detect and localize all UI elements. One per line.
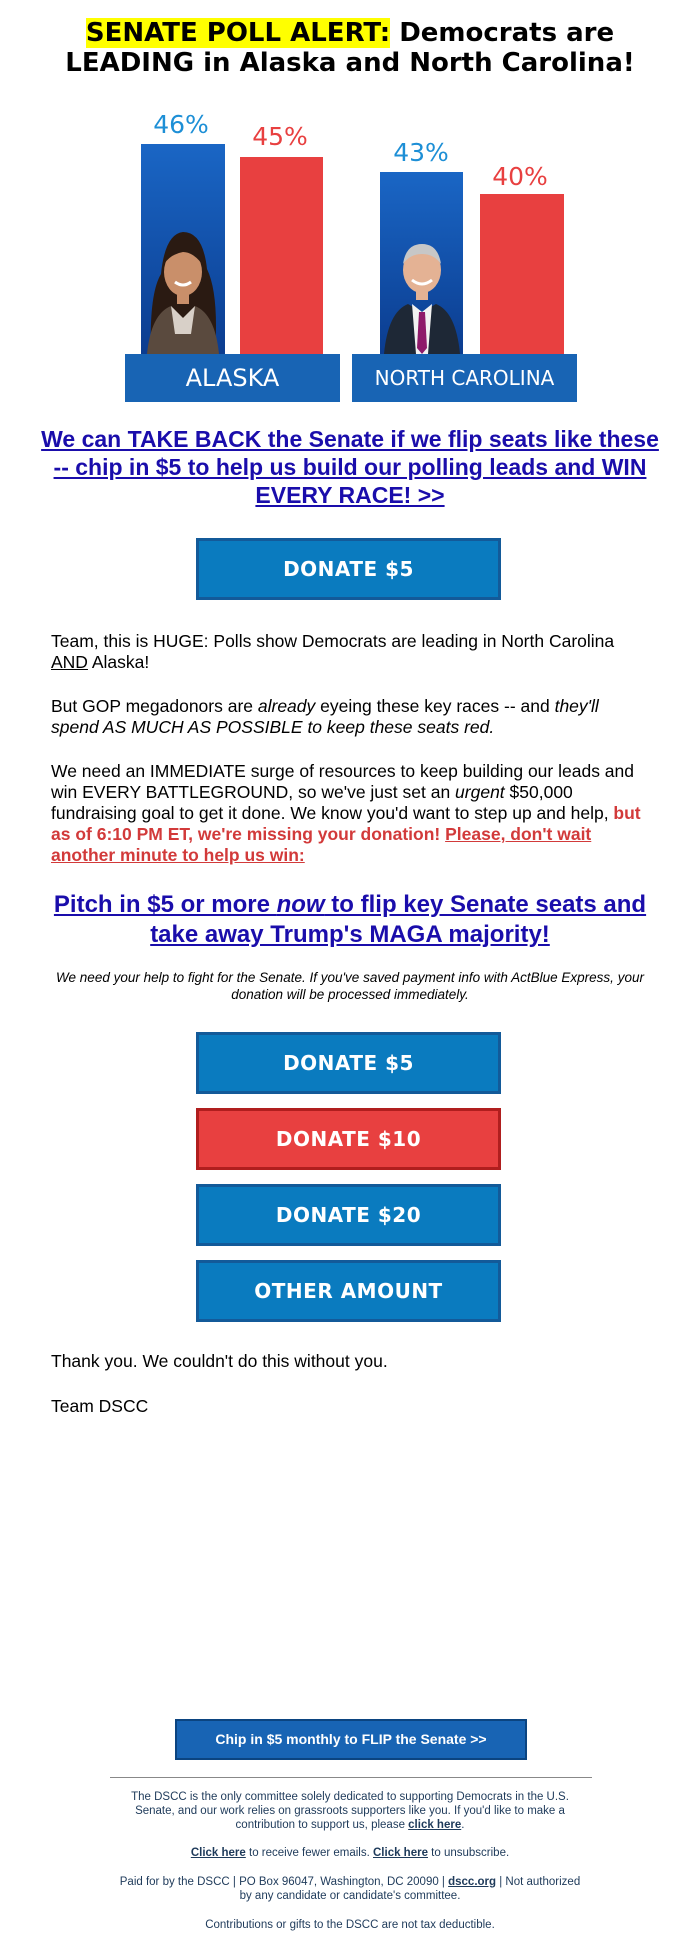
- donate-10-button[interactable]: DONATE $10: [196, 1108, 501, 1170]
- nc-rep-pct: 40%: [492, 162, 548, 191]
- p3-text-mid: $50,000 fundraising goal to get it done. We know you'd want to step up and help,: [51, 782, 614, 823]
- paid-for-text: Paid for by the DSCC | PO Box 96047, Washington, DC 20090 |: [119, 1876, 449, 1888]
- donate-5-button-top[interactable]: DONATE $5: [196, 538, 501, 600]
- other-amount-button[interactable]: OTHER AMOUNT: [196, 1260, 501, 1322]
- thank-you-text: Thank you. We couldn't do this without you.: [51, 1351, 388, 1371]
- nc-label: NORTH CAROLINA: [352, 354, 577, 402]
- footer-about-end: .: [461, 1819, 465, 1831]
- nc-candidate-photo: [380, 222, 463, 354]
- p3-red-link[interactable]: Please, don't wait another minute to help us win:: [51, 824, 592, 865]
- p2-already: already: [257, 696, 316, 716]
- donate-5-button[interactable]: DONATE $5: [196, 1032, 501, 1094]
- nc-dem-pct: 43%: [393, 138, 449, 167]
- alaska-label: ALASKA: [125, 354, 340, 402]
- paragraph-2: [51, 696, 651, 738]
- actblue-disclaimer: We need your help to fight for the Senate. If you've saved payment info with ActBlue Express, your donation will be processed immediately.: [56, 970, 644, 1002]
- signoff: Team DSCC: [51, 1396, 149, 1416]
- dscc-site-link[interactable]: dscc.org: [448, 1876, 497, 1888]
- pitch-text[interactable]: Pitch in $5 or more: [53, 891, 277, 918]
- fewer-emails-text: to receive fewer emails.: [245, 1847, 373, 1859]
- alaska-dem-bar: [141, 144, 225, 354]
- footer-paid-for: [115, 1875, 585, 1903]
- poll-graphic[interactable]: [0, 100, 700, 405]
- unsubscribe-link[interactable]: Click here: [373, 1847, 428, 1859]
- p2-italic: they'll spend AS MUCH AS POSSIBLE to keep these seats red.: [51, 696, 599, 737]
- footer-email-prefs: [115, 1846, 585, 1860]
- p1-text: Team, this is HUGE: Polls show Democrats are leading in North Carolina: [51, 631, 615, 651]
- fewer-emails-link[interactable]: Click here: [190, 1847, 246, 1859]
- unsubscribe-text: to unsubscribe.: [427, 1847, 510, 1859]
- p1-and: AND: [51, 652, 88, 672]
- pitch-now[interactable]: now: [276, 891, 325, 918]
- p2-text: But GOP megadonors are: [51, 696, 258, 716]
- alaska-dem-pct: 46%: [153, 110, 209, 139]
- alaska-rep-pct: 45%: [252, 122, 308, 151]
- pitch-link[interactable]: [40, 890, 660, 950]
- alaska-candidate-photo: [141, 214, 225, 354]
- p2-text-mid: eyeing these key races -- and: [315, 696, 555, 716]
- p1-text-end: Alaska!: [87, 652, 150, 672]
- contribute-link[interactable]: click here: [408, 1819, 462, 1831]
- headline-highlight: SENATE POLL ALERT:: [85, 18, 391, 48]
- headline-rest: Democrats are: [390, 18, 615, 48]
- paragraph-3: [51, 761, 651, 866]
- nc-rep-bar: [480, 194, 564, 354]
- footer-tax-note: Contributions or gifts to the DSCC are not tax deductible.: [205, 1919, 495, 1931]
- alaska-rep-bar: [240, 157, 323, 354]
- nc-dem-bar: [380, 172, 463, 354]
- paragraph-1: [51, 631, 651, 673]
- headline-line2: LEADING in Alaska and North Carolina!: [65, 48, 635, 78]
- p3-text: We need an IMMEDIATE surge of resources to keep building our leads and win EVERY BATTLEGROUND, so we've just set an: [51, 761, 635, 802]
- monthly-donate-button[interactable]: Chip in $5 monthly to FLIP the Senate >>: [175, 1719, 527, 1760]
- p3-red-text: but as of 6:10 PM ET, we're missing your donation!: [51, 803, 641, 844]
- donate-20-button[interactable]: DONATE $20: [196, 1184, 501, 1246]
- footer-divider: [110, 1777, 592, 1778]
- paid-for-text-end: | Not authorized by any candidate or candidate's committee.: [239, 1876, 581, 1902]
- footer-about-text: The DSCC is the only committee solely dedicated to supporting Democrats in the U.S. Senate, and our work relies on grassroots supporters like you. If you'd like to make a contribution to support us, please: [131, 1791, 569, 1831]
- footer-about: [115, 1790, 585, 1832]
- cta-link[interactable]: We can TAKE BACK the Senate if we flip seats like these -- chip in $5 to help us build our polling leads and WIN EVERY RACE! >>: [41, 426, 659, 508]
- pitch-text-end[interactable]: to flip key Senate seats and take away Trump's MAGA majority!: [150, 891, 647, 948]
- p3-urgent: urgent: [455, 782, 505, 802]
- headline: [0, 18, 700, 78]
